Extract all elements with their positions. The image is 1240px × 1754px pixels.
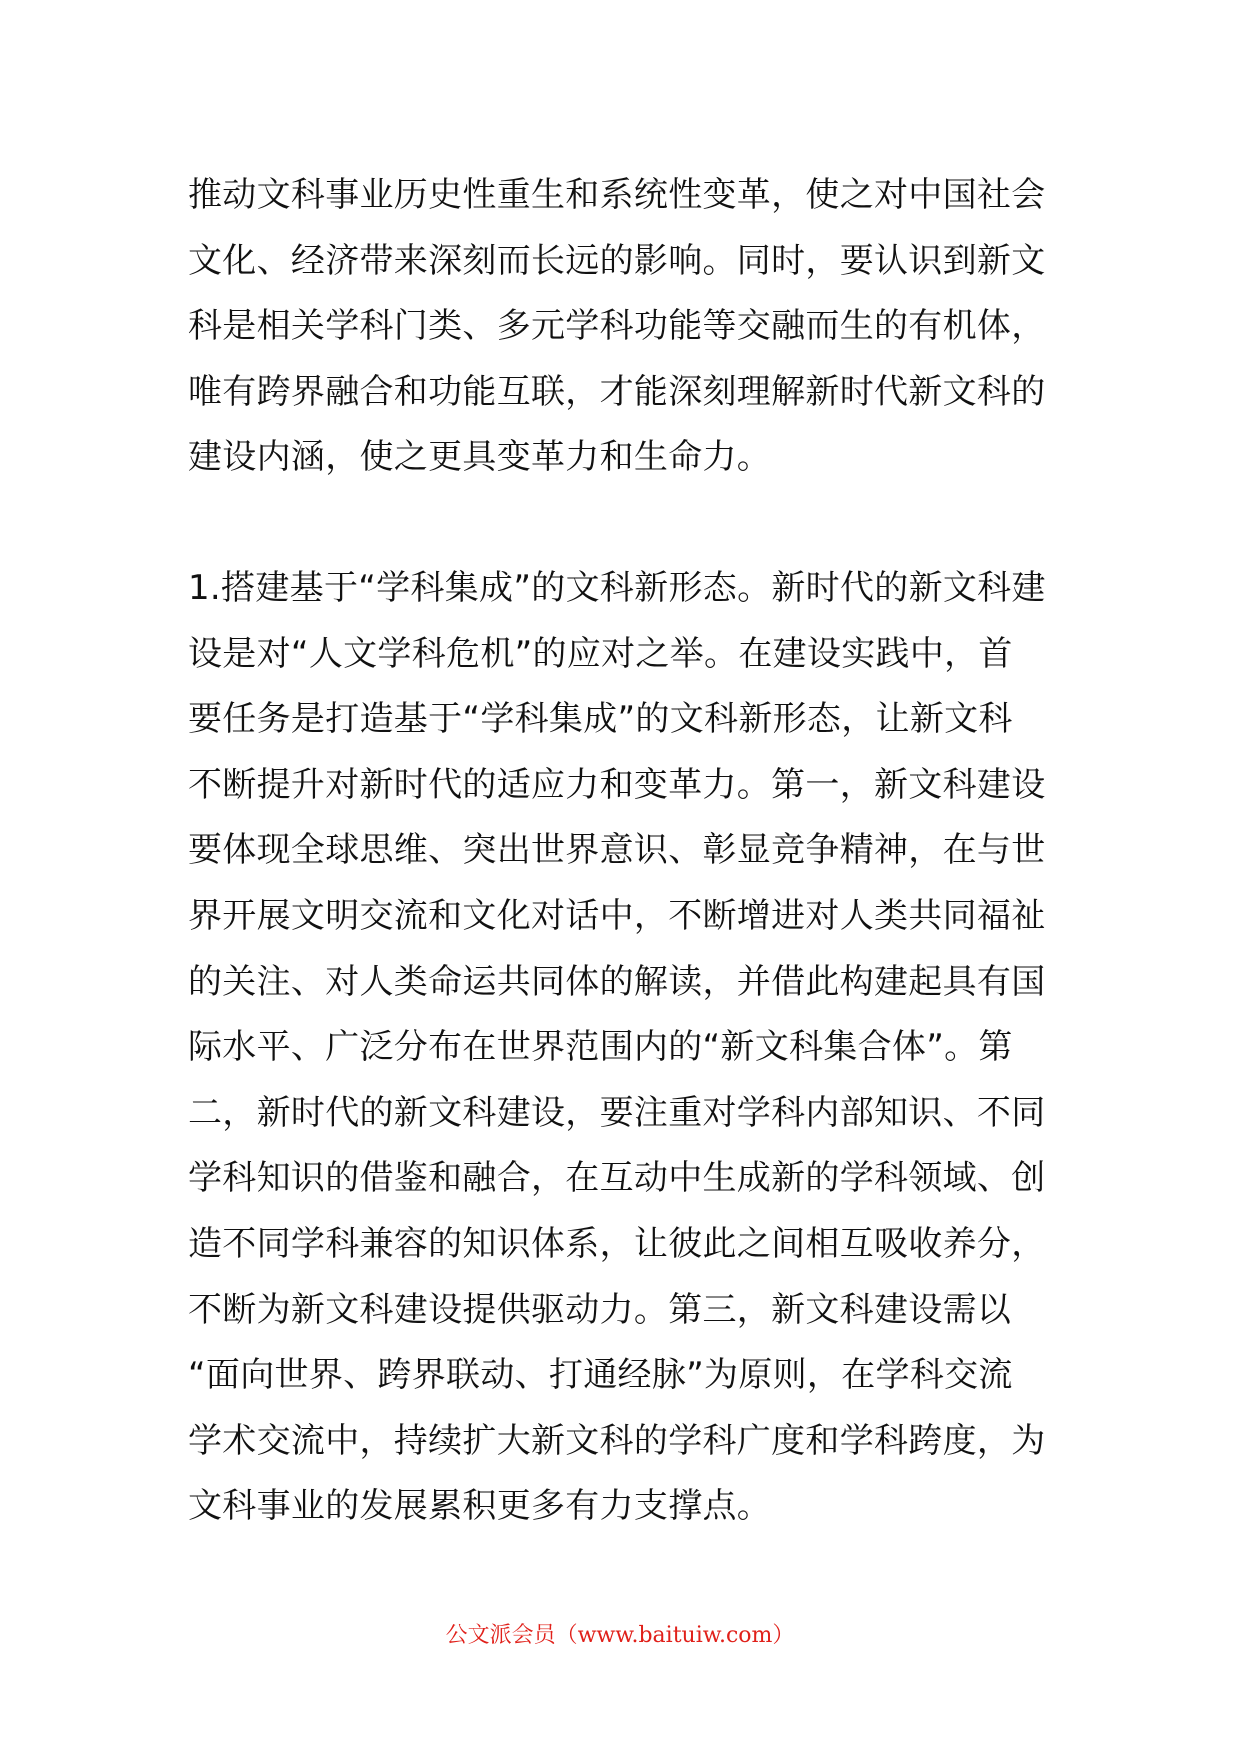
paragraph-line: 要体现全球思维、突出世界意识、彰显竞争精神，在与世 xyxy=(188,830,1046,871)
paragraph-line: 不断为新文科建设提供驱动力。第三，新文科建设需以 xyxy=(188,1289,1012,1330)
paragraph-line: 学术交流中，持续扩大新文科的学科广度和学科跨度，为 xyxy=(188,1420,1046,1461)
paragraph-line: 的关注、对人类命运共同体的解读，并借此构建起具有国 xyxy=(188,961,1046,1002)
paragraph-line: 二，新时代的新文科建设，要注重对学科内部知识、不同 xyxy=(188,1092,1046,1133)
paragraph-line: 科是相关学科门类、多元学科功能等交融而生的有机体， xyxy=(188,306,1046,347)
paragraph-line: 要任务是打造基于“学科集成”的文科新形态，让新文科 xyxy=(188,699,1013,740)
paragraph-line: 际水平、广泛分布在世界范围内的“新文科集合体”。第 xyxy=(188,1027,1013,1068)
paragraph-line: 唯有跨界融合和功能互联，才能深刻理解新时代新文科的 xyxy=(188,371,1046,412)
paragraph-line: 设是对“人文学科危机”的应对之举。在建设实践中，首 xyxy=(188,633,1013,674)
paragraph-line: 学科知识的借鉴和融合，在互动中生成新的学科领域、创 xyxy=(188,1158,1046,1199)
paragraph-line: 建设内涵，使之更具变革力和生命力。 xyxy=(188,437,772,478)
paragraph-line: 文科事业的发展累积更多有力支撑点。 xyxy=(188,1486,772,1527)
paragraph-1 xyxy=(188,163,1056,491)
paragraph-line: 造不同学科兼容的知识体系，让彼此之间相互吸收养分， xyxy=(188,1223,1046,1264)
paragraph-line: 界开展文明交流和文化对话中，不断增进对人类共同福祉 xyxy=(188,895,1046,936)
paragraph-line: 文化、经济带来深刻而长远的影响。同时，要认识到新文 xyxy=(188,240,1046,281)
paragraph-line: “面向世界、跨界联动、打通经脉”为原则，在学科交流 xyxy=(188,1355,1013,1396)
footer-watermark-link[interactable]: 公文派会员（www.baituiw.com） xyxy=(445,1623,795,1648)
paragraph-line: 推动文科事业历史性重生和系统性变革，使之对中国社会 xyxy=(188,175,1046,215)
paragraph-line: 1.搭建基于“学科集成”的文科新形态。新时代的新文科建 xyxy=(188,568,1046,608)
paragraph-line: 不断提升对新时代的适应力和变革力。第一，新文科建设 xyxy=(188,764,1046,805)
paragraph-2 xyxy=(188,556,1056,1540)
